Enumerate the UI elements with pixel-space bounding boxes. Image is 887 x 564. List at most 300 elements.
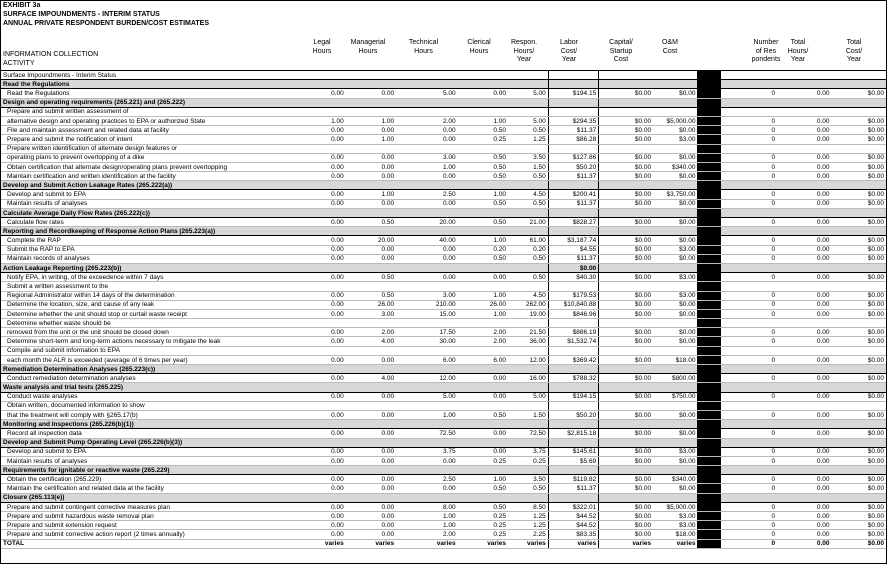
activity-cell: Reporting and Recordkeeping of Response Action Plans (265.223(a)) <box>1 227 303 236</box>
number-respondents-cell: 0 <box>721 475 777 484</box>
om-cost-cell <box>653 144 697 153</box>
technical-hours-cell <box>396 208 457 217</box>
number-respondents-cell: 0 <box>721 337 777 346</box>
exhibit-title: SURFACE IMPOUNDMENTS - INTERIM STATUS <box>3 11 160 18</box>
activity-cell: Determine the location, size, and cause of any leak <box>1 300 303 309</box>
managerial-hours-cell: 4.00 <box>346 374 396 383</box>
total-hours-cell <box>777 181 831 190</box>
om-cost-cell: $0.00 <box>653 456 697 465</box>
total-cost-cell: $0.00 <box>831 521 886 530</box>
om-cost-cell: $18.00 <box>653 355 697 364</box>
labor-cost-cell: $50.20 <box>548 162 598 171</box>
number-respondents-cell: 0 <box>721 291 777 300</box>
legal-hours-cell: 0.00 <box>303 254 345 263</box>
separator-cell <box>697 438 720 447</box>
number-respondents-cell <box>721 493 777 502</box>
clerical-hours-cell: 0.25 <box>458 135 508 144</box>
table-row <box>1 355 886 364</box>
managerial-hours-cell: 0.00 <box>346 254 396 263</box>
technical-hours-cell <box>396 144 457 153</box>
number-respondents-cell <box>721 98 777 107</box>
legal-hours-cell <box>303 181 345 190</box>
table-row <box>1 144 886 153</box>
number-respondents-cell: 0 <box>721 355 777 364</box>
total-hours-cell: 0.00 <box>777 190 831 199</box>
activity-cell: Calculate Average Daily Flow Rates (265.222(c)) <box>1 208 303 217</box>
total-hours-cell: 0.00 <box>777 89 831 98</box>
capital-cost-cell: $0.00 <box>599 475 653 484</box>
om-cost-cell: $0.00 <box>653 172 697 181</box>
managerial-hours-cell: 0.00 <box>346 172 396 181</box>
clerical-hours-cell: 0.50 <box>458 126 508 135</box>
respondent-hours-cell: 3.50 <box>508 475 548 484</box>
total-cost-cell <box>831 438 886 447</box>
respondent-hours-cell <box>508 98 548 107</box>
managerial-hours-cell <box>346 365 396 374</box>
legal-hours-cell <box>303 282 345 291</box>
table-row <box>1 410 886 419</box>
capital-cost-cell: $0.00 <box>599 300 653 309</box>
clerical-hours-cell: 0.50 <box>458 199 508 208</box>
om-cost-cell <box>653 401 697 410</box>
respondent-hours-cell: 1.25 <box>508 512 548 521</box>
technical-hours-cell: 210.00 <box>396 300 457 309</box>
clerical-hours-cell: 2.00 <box>458 328 508 337</box>
clerical-hours-cell: 0.25 <box>458 456 508 465</box>
activity-cell: Prepare and submit written assessment of <box>1 107 303 116</box>
total-cost-header: Total Cost/ Year <box>845 39 863 63</box>
separator-cell <box>697 300 720 309</box>
section-row <box>1 383 886 392</box>
separator-cell <box>697 181 720 190</box>
capital-cost-cell: $0.00 <box>599 254 653 263</box>
total-hours-cell: 0.00 <box>777 429 831 438</box>
capital-cost-cell <box>599 401 653 410</box>
om-cost-cell: $0.00 <box>653 153 697 162</box>
activity-cell: Record all inspection data <box>1 429 303 438</box>
activity-cell: Maintain the certification and related data at the facility <box>1 484 303 493</box>
activity-cell: Prepare and submit hazardous waste removal plan <box>1 512 303 521</box>
respondent-hours-cell <box>508 346 548 355</box>
activity-cell: removed from the unit or the unit should be closed down <box>1 328 303 337</box>
clerical-hours-cell: 26.00 <box>458 300 508 309</box>
total-cost-cell: $0.00 <box>831 410 886 419</box>
activity-cell: Closure (265.113(e)) <box>1 493 303 502</box>
clerical-hours-cell: 0.00 <box>458 273 508 282</box>
om-cost-cell <box>653 263 697 272</box>
total-hours-cell: 0.00 <box>777 456 831 465</box>
technical-hours-cell: 3.00 <box>396 291 457 300</box>
om-cost-cell: $0.00 <box>653 218 697 227</box>
table-row <box>1 162 886 171</box>
separator-cell <box>697 71 720 80</box>
number-respondents-cell: 0 <box>721 309 777 318</box>
separator-cell <box>697 153 720 162</box>
capital-cost-cell: $0.00 <box>599 502 653 511</box>
capital-cost-cell: $0.00 <box>599 218 653 227</box>
managerial-hours-header: Managerial Hours <box>350 39 386 55</box>
capital-cost-cell: $0.00 <box>599 116 653 125</box>
clerical-hours-cell <box>458 98 508 107</box>
total-hours-cell: 0.00 <box>777 153 831 162</box>
table-row <box>1 328 886 337</box>
total-cost-cell: $0.00 <box>831 374 886 383</box>
respondent-hours-cell: 4.50 <box>508 291 548 300</box>
section-row <box>1 227 886 236</box>
legal-hours-cell <box>303 493 345 502</box>
activity-cell: Prepare and submit corrective action report (2 times annually) <box>1 530 303 539</box>
labor-cost-cell <box>548 319 598 328</box>
total-cost-cell <box>831 227 886 236</box>
activity-cell: Complete the RAP <box>1 236 303 245</box>
managerial-hours-cell: 0.00 <box>346 355 396 364</box>
activity-cell: Develop and submit to EPA <box>1 447 303 456</box>
separator-cell <box>697 263 720 272</box>
activity-cell: TOTAL <box>1 539 303 548</box>
om-cost-cell: $800.00 <box>653 374 697 383</box>
legal-hours-cell <box>303 144 345 153</box>
labor-cost-cell: varies <box>548 539 598 548</box>
om-cost-header: O&M Cost <box>662 39 678 55</box>
clerical-hours-cell: 6.00 <box>458 355 508 364</box>
technical-hours-cell <box>396 80 457 89</box>
respondent-hours-cell: 0.50 <box>508 273 548 282</box>
activity-column-header: INFORMATION COLLECTION ACTIVITY <box>3 51 99 67</box>
legal-hours-cell: 0.00 <box>303 172 345 181</box>
om-cost-cell <box>653 98 697 107</box>
technical-hours-cell <box>396 227 457 236</box>
respondent-hours-cell <box>508 466 548 475</box>
managerial-hours-cell: varies <box>346 539 396 548</box>
activity-cell: Calculate flow rates <box>1 218 303 227</box>
total-hours-cell: 0.00 <box>777 475 831 484</box>
legal-hours-cell: 0.00 <box>303 521 345 530</box>
clerical-hours-cell: 0.20 <box>458 245 508 254</box>
table-row <box>1 512 886 521</box>
section-row <box>1 181 886 190</box>
total-hours-cell: 0.00 <box>777 502 831 511</box>
activity-cell: that the treatment will comply with §265.17(b) <box>1 410 303 419</box>
respondent-hours-cell: 0.50 <box>508 126 548 135</box>
technical-hours-cell: 15.00 <box>396 309 457 318</box>
total-hours-cell: 0.00 <box>777 126 831 135</box>
number-respondents-cell <box>721 365 777 374</box>
technical-hours-cell: varies <box>396 539 457 548</box>
total-hours-cell: 0.00 <box>777 309 831 318</box>
managerial-hours-cell: 0.00 <box>346 89 396 98</box>
legal-hours-cell: 0.00 <box>303 291 345 300</box>
total-cost-cell: $0.00 <box>831 273 886 282</box>
total-cost-cell: $0.00 <box>831 245 886 254</box>
separator-cell <box>697 447 720 456</box>
separator-cell <box>697 172 720 181</box>
activity-cell: Prepare and submit extension request <box>1 521 303 530</box>
respondent-hours-cell <box>508 493 548 502</box>
legal-hours-cell: 0.00 <box>303 162 345 171</box>
capital-cost-cell: $0.00 <box>599 135 653 144</box>
om-cost-cell: $0.00 <box>653 309 697 318</box>
clerical-hours-cell: 1.00 <box>458 475 508 484</box>
capital-cost-cell: $0.00 <box>599 484 653 493</box>
number-respondents-cell <box>721 107 777 116</box>
capital-cost-cell <box>599 208 653 217</box>
clerical-hours-cell: 0.50 <box>458 162 508 171</box>
labor-cost-cell <box>548 208 598 217</box>
om-cost-cell: $0.00 <box>653 337 697 346</box>
om-cost-cell: $0.00 <box>653 199 697 208</box>
total-cost-cell <box>831 346 886 355</box>
total-row <box>1 539 886 548</box>
activity-cell: Surface Impoundments - Interim Status <box>1 71 303 80</box>
separator-cell <box>697 282 720 291</box>
separator-cell <box>697 107 720 116</box>
respondent-hours-cell: 16.00 <box>508 374 548 383</box>
table-row <box>1 254 886 263</box>
separator-cell <box>697 254 720 263</box>
number-respondents-cell: 0 <box>721 410 777 419</box>
legal-hours-cell <box>303 71 345 80</box>
total-hours-cell <box>777 282 831 291</box>
number-respondents-cell: 0 <box>721 392 777 401</box>
om-cost-cell: $750.00 <box>653 392 697 401</box>
legal-hours-cell: 0.00 <box>303 190 345 199</box>
table-row <box>1 429 886 438</box>
respondent-hours-cell <box>508 401 548 410</box>
separator-cell <box>697 374 720 383</box>
respondent-hours-cell: 1.25 <box>508 521 548 530</box>
separator-cell <box>697 410 720 419</box>
om-cost-cell: $3.00 <box>653 447 697 456</box>
respondent-hours-cell: 21.00 <box>508 218 548 227</box>
respondent-hours-cell <box>508 319 548 328</box>
respondent-hours-cell: varies <box>508 539 548 548</box>
table-row <box>1 530 886 539</box>
clerical-hours-cell <box>458 438 508 447</box>
total-hours-cell <box>777 107 831 116</box>
legal-hours-cell <box>303 466 345 475</box>
activity-cell: Regional Administrator within 14 days of the determination <box>1 291 303 300</box>
respondent-hours-cell: 1.50 <box>508 162 548 171</box>
table-row <box>1 135 886 144</box>
legal-hours-cell <box>303 420 345 429</box>
labor-cost-cell: $145.61 <box>548 447 598 456</box>
number-respondents-cell: 0 <box>721 153 777 162</box>
om-cost-cell: $0.00 <box>653 410 697 419</box>
legal-hours-cell: 1.00 <box>303 116 345 125</box>
managerial-hours-cell <box>346 107 396 116</box>
managerial-hours-cell: 0.00 <box>346 199 396 208</box>
total-hours-cell: 0.00 <box>777 410 831 419</box>
separator-cell <box>697 273 720 282</box>
activity-cell: Compile and submit information to EPA <box>1 346 303 355</box>
managerial-hours-cell: 0.00 <box>346 429 396 438</box>
separator-cell <box>697 236 720 245</box>
activity-cell: Read the Regulations <box>1 89 303 98</box>
managerial-hours-cell: 0.00 <box>346 512 396 521</box>
separator-cell <box>697 116 720 125</box>
managerial-hours-cell: 0.00 <box>346 475 396 484</box>
respondent-hours-cell <box>508 438 548 447</box>
om-cost-cell: $0.00 <box>653 89 697 98</box>
number-respondents-cell <box>721 438 777 447</box>
respondent-hours-cell: 2.25 <box>508 530 548 539</box>
managerial-hours-cell <box>346 80 396 89</box>
technical-hours-cell: 8.00 <box>396 502 457 511</box>
capital-cost-cell: $0.00 <box>599 355 653 364</box>
number-respondents-cell <box>721 227 777 236</box>
capital-cost-cell: $0.00 <box>599 309 653 318</box>
total-hours-cell <box>777 493 831 502</box>
labor-cost-cell: $4.55 <box>548 245 598 254</box>
clerical-hours-cell: 0.00 <box>458 447 508 456</box>
legal-hours-cell: 0.00 <box>303 199 345 208</box>
legal-hours-cell: varies <box>303 539 345 548</box>
separator-cell <box>697 466 720 475</box>
activity-cell: Requirements for ignitable or reactive waste (265.229) <box>1 466 303 475</box>
managerial-hours-cell: 0.50 <box>346 291 396 300</box>
number-respondents-cell <box>721 144 777 153</box>
number-respondents-cell <box>721 401 777 410</box>
activity-cell: Conduct remediation determination analyses <box>1 374 303 383</box>
total-hours-cell <box>777 438 831 447</box>
number-respondents-cell <box>721 263 777 272</box>
legal-hours-cell <box>303 263 345 272</box>
capital-cost-cell <box>599 144 653 153</box>
labor-cost-cell: $44.52 <box>548 521 598 530</box>
labor-cost-cell: $11.37 <box>548 484 598 493</box>
legal-hours-cell: 0.00 <box>303 300 345 309</box>
labor-cost-cell: $83.35 <box>548 530 598 539</box>
managerial-hours-cell: 0.00 <box>346 456 396 465</box>
total-hours-cell: 0.00 <box>777 135 831 144</box>
labor-cost-cell: $3,187.74 <box>548 236 598 245</box>
clerical-hours-cell <box>458 346 508 355</box>
technical-hours-cell: 1.00 <box>396 410 457 419</box>
managerial-hours-cell: 26.00 <box>346 300 396 309</box>
table-row <box>1 89 886 98</box>
managerial-hours-cell <box>346 346 396 355</box>
total-hours-cell <box>777 319 831 328</box>
technical-hours-cell <box>396 493 457 502</box>
table-row <box>1 319 886 328</box>
technical-hours-cell <box>396 420 457 429</box>
respondent-hours-cell: 5.00 <box>508 116 548 125</box>
labor-cost-cell: $788.32 <box>548 374 598 383</box>
total-hours-cell: 0.00 <box>777 291 831 300</box>
total-hours-cell: 0.00 <box>777 447 831 456</box>
total-hours-cell: 0.00 <box>777 162 831 171</box>
activity-cell: Submit the RAP to EPA <box>1 245 303 254</box>
managerial-hours-cell: 1.00 <box>346 116 396 125</box>
activity-cell: Submit a written assessment to the <box>1 282 303 291</box>
technical-hours-cell: 2.00 <box>396 116 457 125</box>
total-cost-cell: $0.00 <box>831 475 886 484</box>
managerial-hours-cell: 4.00 <box>346 337 396 346</box>
capital-cost-cell <box>599 493 653 502</box>
clerical-hours-cell: 0.50 <box>458 410 508 419</box>
managerial-hours-cell <box>346 401 396 410</box>
technical-hours-cell: 6.00 <box>396 355 457 364</box>
labor-cost-cell: $200.41 <box>548 190 598 199</box>
legal-hours-cell: 0.00 <box>303 429 345 438</box>
managerial-hours-cell <box>346 466 396 475</box>
number-respondents-cell: 0 <box>721 135 777 144</box>
table-row <box>1 300 886 309</box>
total-cost-cell <box>831 98 886 107</box>
total-cost-cell <box>831 401 886 410</box>
legal-hours-cell: 0.00 <box>303 475 345 484</box>
respondent-hours-cell: 12.00 <box>508 355 548 364</box>
respondent-hours-cell <box>508 282 548 291</box>
respondent-hours-cell <box>508 227 548 236</box>
number-respondents-cell: 0 <box>721 162 777 171</box>
section-row <box>1 208 886 217</box>
technical-hours-cell: 2.50 <box>396 475 457 484</box>
total-hours-cell <box>777 98 831 107</box>
om-cost-cell: $3.00 <box>653 135 697 144</box>
managerial-hours-cell <box>346 144 396 153</box>
total-hours-cell: 0.00 <box>777 484 831 493</box>
respondent-hours-cell: 8.50 <box>508 502 548 511</box>
clerical-hours-cell: varies <box>458 539 508 548</box>
table-row <box>1 218 886 227</box>
capital-cost-cell: $0.00 <box>599 126 653 135</box>
activity-cell: Design and operating requirements (265.221) and (265.222) <box>1 98 303 107</box>
managerial-hours-cell: 0.00 <box>346 521 396 530</box>
table-row <box>1 282 886 291</box>
total-cost-cell: $0.00 <box>831 116 886 125</box>
managerial-hours-cell: 0.50 <box>346 273 396 282</box>
legal-hours-cell: 0.00 <box>303 135 345 144</box>
om-cost-cell: $0.00 <box>653 126 697 135</box>
labor-cost-cell: $11.37 <box>548 199 598 208</box>
labor-cost-cell: $179.53 <box>548 291 598 300</box>
table-row <box>1 153 886 162</box>
activity-cell: Action Leakage Reporting (265.223(b)) <box>1 263 303 272</box>
om-cost-cell <box>653 346 697 355</box>
labor-cost-cell: $886.19 <box>548 328 598 337</box>
total-cost-cell <box>831 493 886 502</box>
capital-cost-cell: varies <box>599 539 653 548</box>
separator-cell <box>697 245 720 254</box>
separator-cell <box>697 337 720 346</box>
respondent-hours-cell <box>508 181 548 190</box>
clerical-hours-cell: 0.50 <box>458 502 508 511</box>
respondent-hours-cell: 0.50 <box>508 199 548 208</box>
table-row <box>1 236 886 245</box>
managerial-hours-cell: 2.00 <box>346 328 396 337</box>
technical-hours-header: Technical Hours <box>408 39 439 55</box>
technical-hours-cell <box>396 401 457 410</box>
capital-cost-cell: $0.00 <box>599 374 653 383</box>
labor-cost-cell: $322.01 <box>548 502 598 511</box>
capital-cost-cell: $0.00 <box>599 337 653 346</box>
activity-cell: Develop and Submit Action Leakage Rates (265.222(a)) <box>1 181 303 190</box>
number-respondents-cell: 0 <box>721 116 777 125</box>
technical-hours-cell <box>396 466 457 475</box>
legal-hours-cell <box>303 383 345 392</box>
activity-cell: Remediation Determination Analyses (265.223(c)) <box>1 365 303 374</box>
capital-cost-cell: $0.00 <box>599 89 653 98</box>
technical-hours-cell: 0.00 <box>396 135 457 144</box>
separator-cell <box>697 208 720 217</box>
total-cost-cell <box>831 144 886 153</box>
legal-hours-cell: 0.00 <box>303 447 345 456</box>
clerical-hours-cell: 0.50 <box>458 172 508 181</box>
total-hours-cell <box>777 71 831 80</box>
labor-cost-cell: $2,815.18 <box>548 429 598 438</box>
separator-cell <box>697 484 720 493</box>
